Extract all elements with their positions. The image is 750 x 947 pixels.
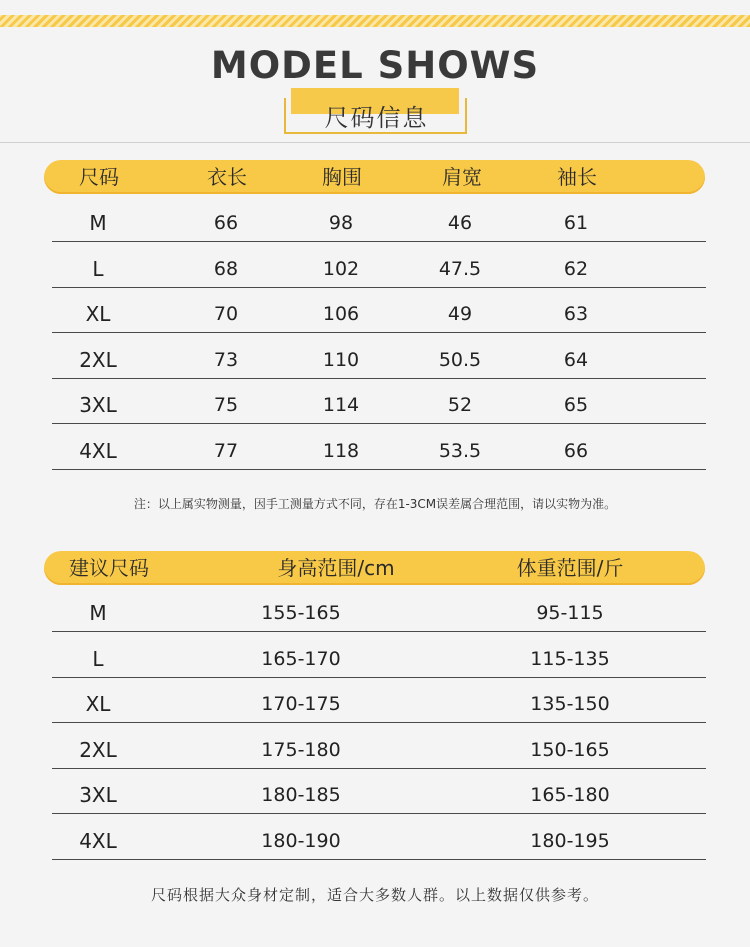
recommend-table-header	[44, 551, 705, 585]
table-row	[52, 587, 706, 632]
cell-size: 4XL	[79, 828, 117, 853]
column-header-length: 衣长	[207, 165, 247, 189]
column-header-size: 尺码	[79, 165, 119, 189]
cell-weight-range: 95-115	[536, 602, 604, 624]
table-row	[52, 425, 706, 470]
cell-height-range: 180-190	[261, 829, 341, 852]
cell-length: 70	[213, 303, 239, 325]
table-row	[52, 243, 706, 288]
cell-size: XL	[85, 692, 111, 716]
table-row	[52, 288, 706, 333]
table-row	[52, 334, 706, 379]
table-row	[52, 633, 706, 678]
cell-length: 73	[213, 348, 239, 371]
cell-size: 4XL	[79, 438, 117, 463]
cell-length: 68	[213, 257, 239, 280]
cell-shoulder: 52	[447, 394, 473, 416]
cell-length: 66	[213, 212, 239, 234]
cell-chest: 110	[322, 348, 360, 371]
decorative-stripe	[0, 15, 750, 27]
cell-height-range: 155-165	[261, 602, 341, 624]
size-table-header	[44, 160, 705, 194]
measurement-note: 注：以上属实物测量，因手工测量方式不同，存在1-3CM误差属合理范围，请以实物为准。	[133, 497, 617, 511]
cell-chest: 102	[322, 257, 360, 280]
column-header-sleeve: 袖长	[557, 165, 597, 189]
cell-shoulder: 53.5	[438, 439, 482, 462]
cell-weight-range: 135-150	[530, 693, 610, 715]
cell-height-range: 175-180	[261, 738, 341, 761]
cell-size: 2XL	[79, 737, 117, 762]
table-row	[52, 815, 706, 860]
cell-size: M	[89, 601, 107, 625]
cell-length: 75	[213, 394, 239, 416]
column-header-shoulder: 肩宽	[442, 165, 482, 189]
cell-sleeve: 65	[563, 394, 589, 416]
table-row	[52, 197, 706, 242]
cell-size: L	[92, 256, 104, 281]
cell-shoulder: 47.5	[438, 257, 482, 280]
cell-size: 3XL	[79, 393, 117, 417]
subtitle-text: 尺码信息	[324, 104, 429, 132]
cell-weight-range: 180-195	[530, 829, 610, 852]
page-title: MODEL SHOWS	[210, 44, 540, 87]
cell-weight-range: 165-180	[530, 784, 610, 806]
cell-height-range: 165-170	[261, 647, 341, 670]
table-row	[52, 769, 706, 814]
cell-height-range: 180-185	[261, 784, 341, 806]
column-header-height-range: 身高范围/cm	[277, 556, 395, 580]
divider	[0, 142, 750, 143]
footer-note: 尺码根据大众身材定制，适合大多数人群。以上数据仅供参考。	[150, 886, 599, 904]
column-header-chest: 胸围	[322, 165, 362, 189]
column-header-recommended-size: 建议尺码	[69, 556, 149, 580]
cell-size: XL	[85, 302, 111, 326]
table-row	[52, 678, 706, 723]
cell-sleeve: 64	[563, 348, 589, 371]
cell-size: 2XL	[79, 347, 117, 372]
cell-chest: 114	[322, 394, 360, 416]
cell-sleeve: 66	[563, 439, 589, 462]
cell-chest: 106	[322, 303, 360, 325]
cell-chest: 98	[328, 212, 354, 234]
cell-weight-range: 115-135	[530, 647, 610, 670]
cell-sleeve: 62	[563, 257, 589, 280]
table-row	[52, 379, 706, 424]
cell-sleeve: 61	[563, 212, 589, 234]
cell-shoulder: 46	[447, 212, 473, 234]
cell-chest: 118	[322, 439, 360, 462]
cell-shoulder: 49	[447, 303, 473, 325]
cell-sleeve: 63	[563, 303, 589, 325]
cell-shoulder: 50.5	[438, 348, 482, 371]
cell-size: 3XL	[79, 783, 117, 807]
cell-length: 77	[213, 439, 239, 462]
cell-size: L	[92, 646, 104, 671]
subtitle-badge	[284, 88, 469, 136]
column-header-weight-range: 体重范围/斤	[516, 556, 624, 580]
cell-size: M	[89, 211, 107, 235]
cell-weight-range: 150-165	[530, 738, 610, 761]
table-row	[52, 724, 706, 769]
cell-height-range: 170-175	[261, 693, 341, 715]
